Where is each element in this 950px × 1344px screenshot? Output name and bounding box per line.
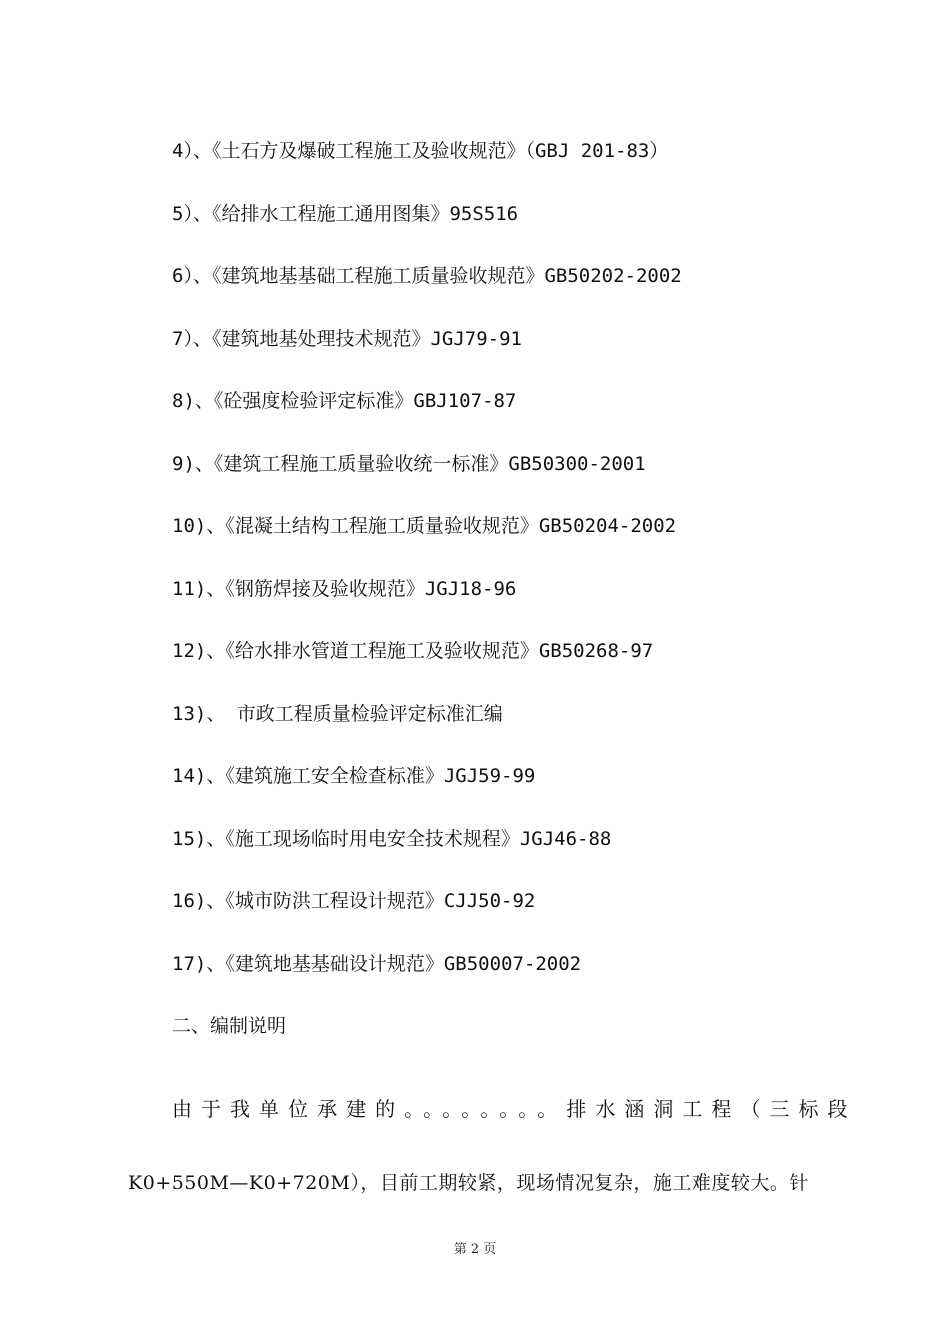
reference-item: 17)、《建筑地基基础设计规范》GB50007-2002 [172,952,582,975]
reference-item: 9)、《建筑工程施工质量验收统一标准》GB50300-2001 [172,452,646,475]
reference-item: 6）、《建筑地基基础工程施工质量验收规范》GB50202-2002 [172,265,682,287]
body-line-2: K0+550M—K0+720M），目前工期较紧，现场情况复杂，施工难度较大。针 [128,1172,809,1194]
reference-item: 5）、《给排水工程施工通用图集》95S516 [172,202,519,225]
reference-item: 4）、《土石方及爆破工程施工及验收规范》（GBJ 201-83） [172,140,669,162]
reference-item: 7）、《建筑地基处理技术规范》JGJ79-91 [172,327,522,350]
body-line-1: 由于我单位承建的。。。。。。。。排水涵洞工程（三标段 [172,1097,848,1121]
page-number: 第 2 页 [453,1242,497,1257]
reference-standards-list [172,136,682,1011]
reference-item: 14)、《建筑施工安全检查标准》JGJ59-99 [172,765,536,787]
reference-item: 15)、《施工现场临时用电安全技术规程》JGJ46-88 [172,827,612,850]
reference-item: 10)、《混凝土结构工程施工质量验收规范》GB50204-2002 [172,515,677,537]
reference-item: 13)、 市政工程质量检验评定标准汇编 [172,702,503,725]
reference-item: 12)、《给水排水管道工程施工及验收规范》GB50268-97 [172,640,654,662]
reference-item: 11)、《钢筋焊接及验收规范》JGJ18-96 [172,577,517,600]
body-paragraph [128,1072,848,1220]
reference-item: 16)、《城市防洪工程设计规范》CJJ50-92 [172,890,536,912]
reference-item: 8)、《砼强度检验评定标准》GBJ107-87 [172,390,517,412]
section-heading: 二、编制说明 [172,1015,287,1037]
